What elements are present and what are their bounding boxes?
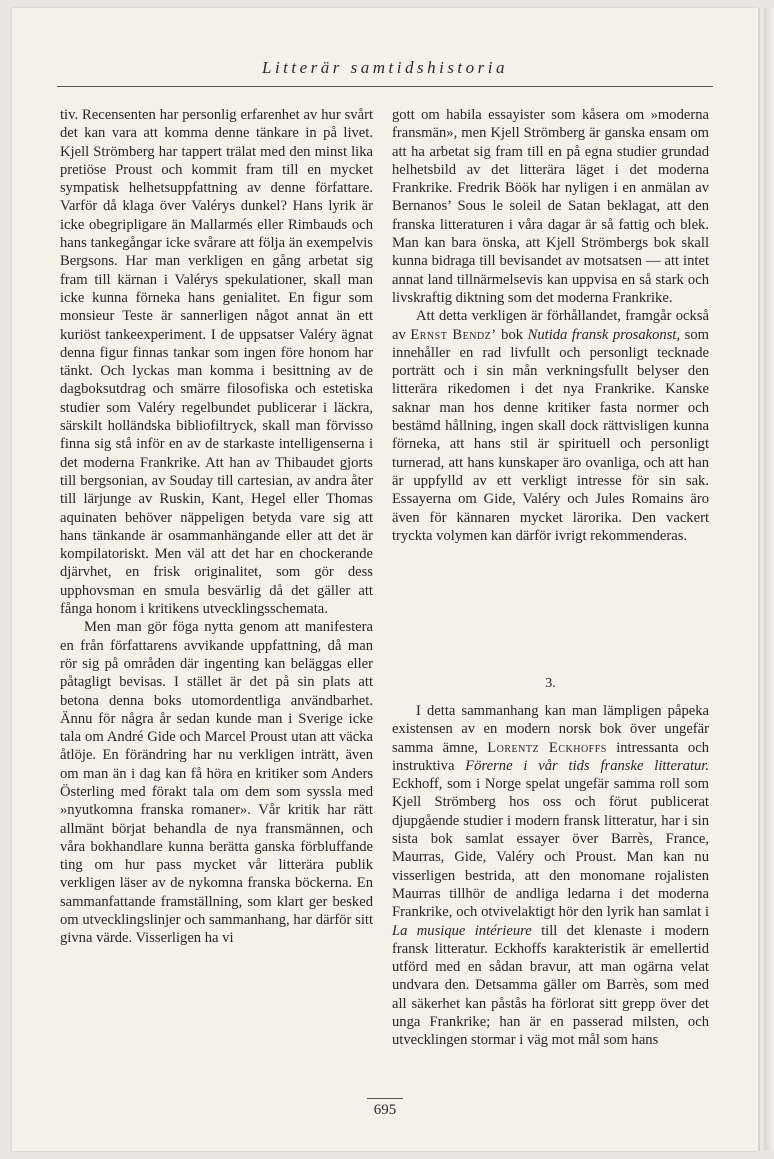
header-rule — [57, 86, 713, 87]
left-column — [60, 106, 373, 948]
text-run: till det klenaste i modern fransk litteratur. Eckhoffs karakteristik är emellertid utförd med en sådan bravur, att man ogärna velat undvara den. Detsamma gäller om Barrès, som med all säkerhet kan påstås ha förlorat sitt grepp över det unga Frankrike; han är en passerad milsten, och utvecklingen stormar i väg mot mål som hans — [392, 922, 709, 1049]
folio-rule — [367, 1098, 403, 1099]
text-run: Eckhoff, som i Norge spelat ungefär samma roll som Kjell Strömberg hos oss och förut publicerat djupgående studier i modern fransk litteratur, har i sin sista bok samlat essayer över Barrès, France, Maurras, Gide, Valéry och Proust. Man kan nu visserligen bestrida, att den monomane rojalisten Maurras tillhör de andliga ledarna i det moderna Frankrike, och otvivelaktigt hör den lyrik han samlat i — [392, 776, 709, 921]
section-number: 3. — [545, 676, 556, 691]
section-3-paragraph — [392, 702, 709, 1050]
right-column — [392, 106, 709, 545]
right-paragraph-1: gott om habila essayister som kåsera om »moderna fransmän», men Kjell Strömberg är ganska ensam om att ha arbetat sig fram till en på egna studier grundad helhetsbild av det litterära läget i det moderna Frankrike. Fredrik Böök har nyligen i en anmälan av Bernanos’ Sous le soleil de Satan beklagat, att den franska litteraturen i våra dagar är så fattig och blek. Man kan bara önska, att Kjell Strömbergs bok skall kunna bidraga till bevisandet av motsatsen — att intet annat land tillnärmelsevis kan uppvisa en så stark och livskraftig diktning som det moderna Frankrike. — [392, 107, 709, 306]
page-number: 695 — [373, 1102, 397, 1118]
text-run: intressanta och instruktiva — [392, 739, 710, 774]
section-3-column — [392, 702, 709, 1050]
text-run: I detta sammanhang kan man lämpligen påpeka existensen av en modern norsk bok över ungefär samma ämne, — [392, 703, 709, 756]
page-edge-shadow — [764, 8, 774, 1151]
book-title: Förerne i vår tids franske litteratur. — [465, 757, 710, 774]
text-run: Att detta verkligen är förhållandet, framgår också av — [392, 308, 709, 343]
book-title: Nutida fransk prosakonst, — [527, 326, 681, 343]
author-name: Lorentz Eckhoffs — [487, 739, 607, 756]
left-paragraph-2: Men man gör föga nytta genom att manifestera en från författarens avvikande uppfattning, då man rör sig på områden där ingenting kan beläggas eller påtagligt bevisas. I stället är det på sin plats att betona denna boks utomordentliga användbarhet. Ännu för några år sedan kunde man i Sverige icke tala om André Gide och Marcel Proust utan att väcka åtlöje. En förändring har nu verkligen inträtt, även om man än i dag kan få höra en kritiker som Anders Österling med förakt tala om dem som syssla med »nyutkomna franska romaner». Vår kritik har rätt allmänt börjat behandla de nya fransmännen, och våra bokhandlare kunna berätta ganska förbluffande ting om hur pass mycket vår litterära publik verkligen läser av de nykomna franska böckerna. En sammanfattande framställning, som klart ger besked om utvecklingslinjer och sammanhang, har därför sitt givna värde. Visserligen ha vi — [60, 619, 373, 947]
book-title: La musique intérieure — [392, 922, 532, 939]
text-run: som innehåller en rad livfullt och personligt tecknade porträtt och i sin mån verkningsfullt belyser den litterära rikedomen i det nya Frankrike. Kanske saknar man hos denne kritiker fasta normer och bestämd hållning, ingen skall dock rättvisligen kunna förneka, att hans stil är spirituell och personligt turnerad, att hans kunskaper äro ovanliga, och att han är uppfylld av ett verkligt intresse för sin sak. Essayerna om Gide, Valéry och Jules Romains äro även för kännaren mycket lärorika. Den vackert tryckta volymen kan därför ivrigt rekommenderas. — [392, 326, 709, 544]
book-page — [12, 8, 758, 1151]
running-head: Litterär samtidshistoria — [261, 58, 508, 77]
author-name: Ernst Bendz’ — [410, 326, 497, 343]
right-paragraph-2 — [392, 307, 709, 545]
text-run: bok — [496, 326, 528, 343]
left-paragraph-1: tiv. Recensenten har personlig erfarenhet av hur svårt det kan vara att komma denne tänkare in på livet. Kjell Strömberg har tappert trälat med den minst lika pretiöse Proust och kommit fram till en mycket sympatisk helhetsuppfattning av denne författare. Varför då klaga över Valérys dunkel? Hans lyrik är icke obegripligare än Mallarmés eller Rimbauds och hans tankegångar icke svårare att följa än exempelvis Bergsons. Har man verkligen en gång arbetat sig fram till kärnan i Valérys spekulationer, skall man icke kunna förneka hans genialitet. En figur som monsieur Teste är sannerligen något annat än ett kuriöst tankeexperiment. I de uppsatser Valéry ägnat denna figur finnas tankar som ingen före honom har tänkt. Och lyckas man komma i besittning av de dagboksutdrag och smärre filosofiska och estetiska studier som Valéry regelbundet publicerar i läckra, särskilt holländska bibliofiltryck, skall man förvisso finna sig stå inför en av de starkaste intelligenserna i det moderna Frankrike. Att han av Thibaudet gjorts till bergsonian, av Souday till cartesian, av andra åter till lärjunge av Ruskin, Kant, Hegel eller Thomas aquinaten behöver näppeligen betyda vare sig att hans tänkande är osammanhängande eller att det är kompilatoriskt. Men väl att det har en chockerande djärvhet, en frisk originalitet, som gör dess upphovsman en smula besvärlig då det gäller att fånga honom i kritikens utvecklingsschemata. — [60, 107, 373, 618]
